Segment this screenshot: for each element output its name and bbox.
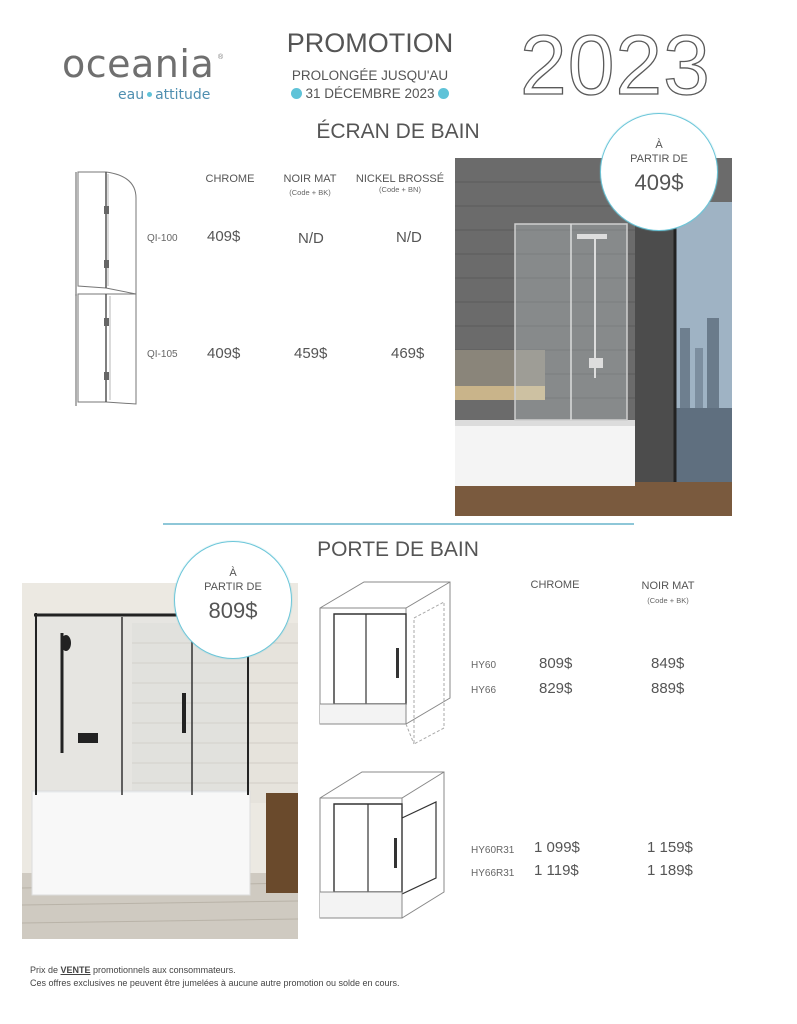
- footer-line2: Ces offres exclusives ne peuvent être jumelées à aucune autre promotion ou solde en cours.: [30, 978, 400, 988]
- brand-tagline: [118, 87, 210, 103]
- badge-line1: À: [655, 139, 663, 151]
- badge-price: 809$: [208, 598, 258, 623]
- screen-qi105-drawing: [70, 290, 142, 410]
- door-hy60r31-drawing: [316, 768, 448, 938]
- promo-date-text: 31 DÉCEMBRE 2023: [305, 86, 435, 101]
- tagline-dot-icon: [147, 92, 152, 97]
- bullet-dot-icon: [438, 88, 449, 99]
- price-cell: 409$: [207, 345, 241, 362]
- price-cell: 409$: [207, 228, 241, 245]
- col-subheader-noir: (Code + BK): [289, 188, 331, 197]
- price-cell: 469$: [391, 345, 425, 362]
- screen-qi100-drawing: [70, 168, 142, 300]
- promo-subtitle: PROLONGÉE JUSQU'AU: [291, 68, 449, 83]
- col-header-nickel: NICKEL BROSSÉ: [355, 173, 445, 185]
- tagline-attitude: attitude: [155, 87, 211, 103]
- badge-price: 409$: [634, 170, 684, 195]
- col-subheader-noir: (Code + BK): [647, 596, 689, 605]
- tagline-eau: eau: [118, 87, 145, 103]
- footer-text: Prix de: [30, 965, 61, 975]
- price-cell: 1 159$: [647, 839, 693, 856]
- section-title-porte: PORTE DE BAIN: [317, 538, 479, 561]
- col-header-chrome: CHROME: [530, 579, 580, 591]
- col-subheader-nickel: (Code + BN): [379, 185, 421, 194]
- row-code: HY66R31: [471, 868, 515, 879]
- row-code: HY60R31: [471, 845, 515, 856]
- col-header-chrome: CHROME: [205, 173, 255, 185]
- badge-line2: PARTIR DE: [630, 153, 688, 165]
- price-badge-ecran: [600, 113, 718, 231]
- bullet-dot-icon: [291, 88, 302, 99]
- trademark-mark: ®: [218, 54, 224, 61]
- col-header-noir: NOIR MAT: [641, 580, 695, 592]
- price-cell: 829$: [539, 680, 573, 697]
- footer-emphasis: VENTE: [60, 965, 91, 975]
- badge-line2: PARTIR DE: [204, 581, 262, 593]
- footer-line1: [30, 965, 236, 975]
- price-cell: N/D: [298, 230, 324, 247]
- row-code: QI-100: [147, 233, 178, 244]
- price-badge-porte: [174, 541, 292, 659]
- promo-title: PROMOTION: [286, 28, 454, 58]
- row-code: HY60: [471, 660, 497, 671]
- price-cell: 1 189$: [647, 862, 693, 879]
- row-code: QI-105: [147, 349, 178, 360]
- price-cell: 1 119$: [534, 862, 579, 879]
- promo-date: [270, 86, 470, 101]
- price-cell: 809$: [539, 655, 573, 672]
- row-code: HY66: [471, 685, 497, 696]
- badge-line1: À: [229, 567, 237, 579]
- price-cell: N/D: [396, 229, 422, 246]
- footer-text: promotionnels aux consommateurs.: [90, 965, 236, 975]
- price-cell: 849$: [651, 655, 685, 672]
- brand-logo: oceania: [62, 42, 215, 86]
- price-cell: 1 099$: [534, 839, 580, 856]
- price-cell: 459$: [294, 345, 328, 362]
- price-cell: 889$: [651, 680, 685, 697]
- section-divider: [163, 523, 634, 525]
- door-hy60-drawing: [314, 578, 454, 753]
- section-title-ecran: ÉCRAN DE BAIN: [316, 120, 480, 143]
- year-outline: 2023: [520, 18, 711, 112]
- col-header-noir: NOIR MAT: [283, 173, 337, 185]
